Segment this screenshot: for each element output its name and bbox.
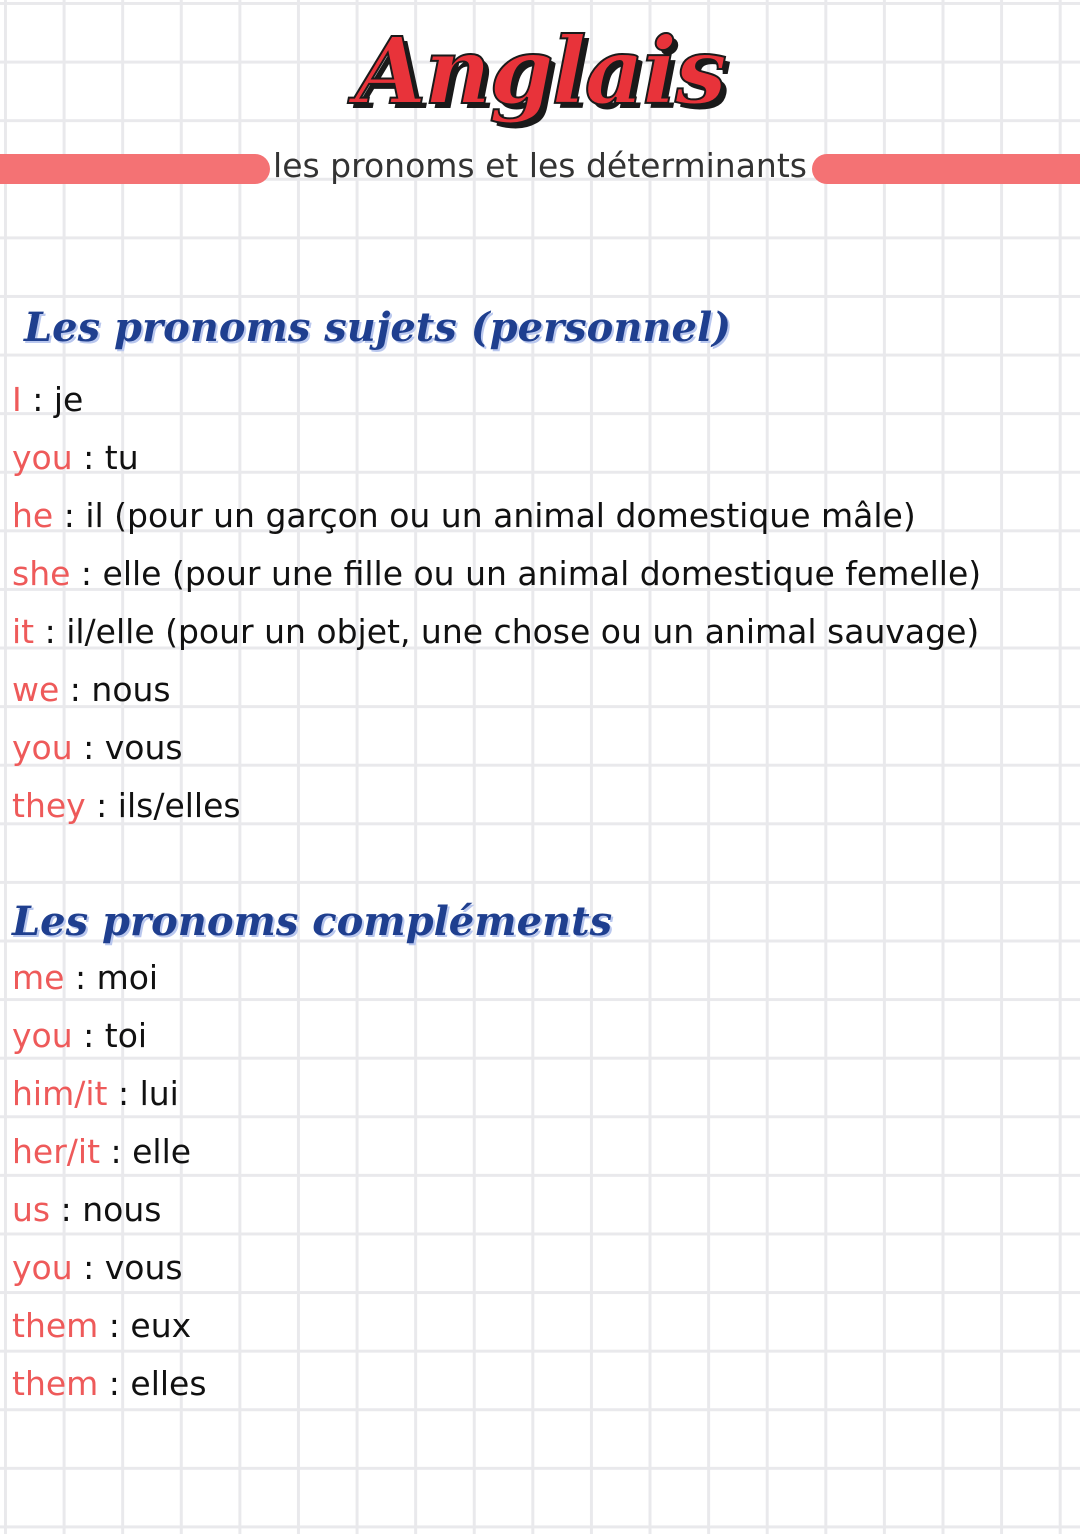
pronoun-meaning: vous	[104, 1248, 183, 1287]
pronoun-term: you	[12, 438, 73, 477]
pronoun-row: I : je	[12, 380, 84, 419]
pronoun-term: you	[12, 728, 73, 767]
pronoun-meaning: elles	[130, 1364, 207, 1403]
pronoun-row: you : vous	[12, 1248, 183, 1287]
pronoun-term: us	[12, 1190, 51, 1229]
pronoun-row: them : elles	[12, 1364, 207, 1403]
pronoun-term: we	[12, 670, 60, 709]
decorative-bar-right	[812, 154, 1080, 184]
pronoun-row: they : ils/elles	[12, 786, 241, 825]
pronoun-meaning: lui	[139, 1074, 179, 1113]
pronoun-meaning: il/elle (pour un objet, une chose ou un animal sauvage)	[66, 612, 980, 651]
pronoun-term: you	[12, 1016, 73, 1055]
pronoun-row: you : vous	[12, 728, 183, 767]
section-title-object-pronouns: Les pronoms compléments	[12, 898, 613, 945]
pronoun-meaning: tu	[104, 438, 139, 477]
pronoun-row: them : eux	[12, 1306, 192, 1345]
section-title-subject-pronouns: Les pronoms sujets (personnel)	[24, 304, 732, 351]
pronoun-row: her/it : elle	[12, 1132, 192, 1171]
page-title: Anglais	[355, 17, 725, 125]
pronoun-meaning: je	[53, 380, 84, 419]
pronoun-row: us : nous	[12, 1190, 162, 1229]
pronoun-row: me : moi	[12, 958, 159, 997]
pronoun-row: she : elle (pour une fille ou un animal domestique femelle)	[12, 554, 982, 593]
pronoun-term: me	[12, 958, 65, 997]
pronoun-term: he	[12, 496, 54, 535]
pronoun-meaning: nous	[91, 670, 171, 709]
pronoun-term: them	[12, 1364, 99, 1403]
pronoun-meaning: vous	[104, 728, 183, 767]
pronoun-row: you : toi	[12, 1016, 148, 1055]
page-subtitle: les pronoms et les déterminants	[273, 146, 807, 185]
pronoun-meaning: ils/elles	[117, 786, 241, 825]
pronoun-row: him/it : lui	[12, 1074, 179, 1113]
pronoun-meaning: moi	[96, 958, 159, 997]
pronoun-meaning: elle (pour une fille ou un animal domestique femelle)	[102, 554, 982, 593]
pronoun-meaning: toi	[104, 1016, 148, 1055]
pronoun-row: you : tu	[12, 438, 139, 477]
pronoun-term: they	[12, 786, 86, 825]
pronoun-meaning: nous	[82, 1190, 162, 1229]
pronoun-term: I	[12, 380, 22, 419]
pronoun-term: it	[12, 612, 35, 651]
pronoun-term: them	[12, 1306, 99, 1345]
pronoun-meaning: elle	[132, 1132, 192, 1171]
pronoun-term: him/it	[12, 1074, 108, 1113]
pronoun-row: he : il (pour un garçon ou un animal domestique mâle)	[12, 496, 916, 535]
pronoun-meaning: il (pour un garçon ou un animal domestique mâle)	[85, 496, 916, 535]
pronoun-row: we : nous	[12, 670, 171, 709]
pronoun-meaning: eux	[130, 1306, 192, 1345]
pronoun-row: it : il/elle (pour un objet, une chose ou un animal sauvage)	[12, 612, 980, 651]
pronoun-term: you	[12, 1248, 73, 1287]
pronoun-term: she	[12, 554, 71, 593]
pronoun-term: her/it	[12, 1132, 101, 1171]
